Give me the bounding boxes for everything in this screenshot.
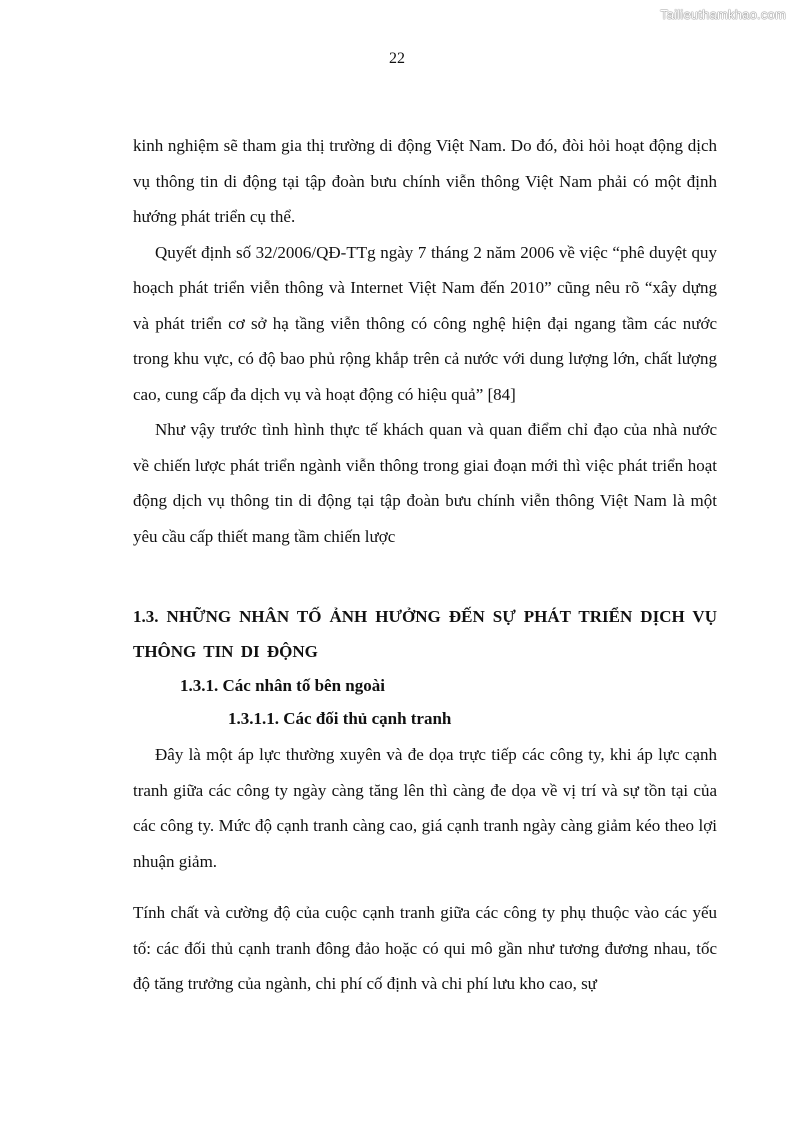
document-body xyxy=(133,128,717,1002)
paragraph-intro-continuation: kinh nghiệm sẽ tham gia thị trường di động Việt Nam. Do đó, đòi hỏi hoạt động dịch vụ thông tin di động tại tập đoàn bưu chính viễn thông Việt Nam phải có một định hướng phát triển cụ thể. xyxy=(133,136,717,226)
page-number: 22 xyxy=(389,50,405,67)
paragraph-competition-factors: Tính chất và cường độ của cuộc cạnh tranh giữa các công ty phụ thuộc vào các yếu tố: các đối thủ cạnh tranh đông đảo hoặc có qui mô gần như tương đương nhau, tốc độ tăng trưởng của ngành, chi phí cố định và chi phí lưu kho cao, sự xyxy=(133,903,717,993)
paragraph-competitive-pressure: Đây là một áp lực thường xuyên và đe dọa trực tiếp các công ty, khi áp lực cạnh tranh giữa các công ty ngày càng tăng lên thì càng đe dọa về vị trí và sự tồn tại của các công ty. Mức độ cạnh tranh càng cao, giá cạnh tranh ngày càng giảm kéo theo lợi nhuận giảm. xyxy=(133,745,717,871)
section-heading-1-3: 1.3. NHỮNG NHÂN TỐ ẢNH HƯỞNG ĐẾN SỰ PHÁT TRIỂN DỊCH VỤ THÔNG TIN DI ĐỘNG xyxy=(133,607,717,661)
paragraph-conclusion: Như vậy trước tình hình thực tế khách quan và quan điểm chỉ đạo của nhà nước về chiến lược phát triển ngành viễn thông trong giai đoạn mới thì việc phát triển hoạt động dịch vụ thông tin di động tại tập đoàn bưu chính viễn thông Việt Nam là một yêu cầu cấp thiết mang tầm chiến lược xyxy=(133,420,717,546)
subsubsection-heading-1-3-1-1: 1.3.1.1. Các đối thủ cạnh tranh xyxy=(228,709,452,728)
subsection-heading-1-3-1: 1.3.1. Các nhân tố bên ngoài xyxy=(180,676,385,695)
paragraph-decision-quote: Quyết định số 32/2006/QĐ-TTg ngày 7 tháng 2 năm 2006 về việc “phê duyệt quy hoạch phát triển viễn thông và Internet Việt Nam đến 2010” cũng nêu rõ “xây dựng và phát triển cơ sở hạ tầng viễn thông có công nghệ hiện đại ngang tầm các nước trong khu vực, có độ bao phủ rộng khắp trên cả nước với dung lượng lớn, chất lượng cao, cung cấp đa dịch vụ và hoạt động có hiệu quả” [84] xyxy=(133,242,717,404)
watermark: Tailieuthamkhao.com xyxy=(660,7,786,22)
